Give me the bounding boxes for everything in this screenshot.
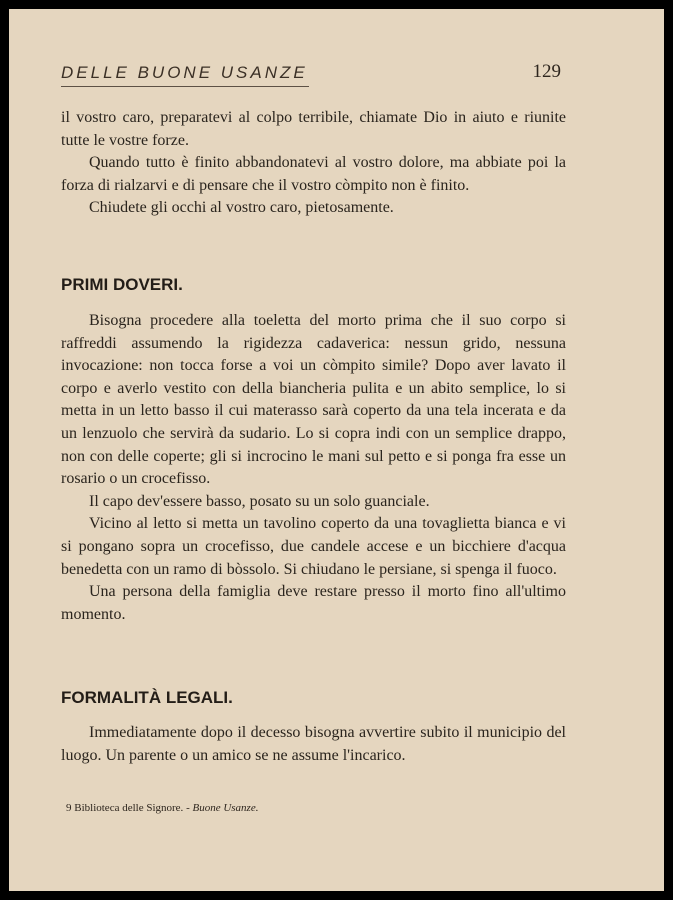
section-heading-formalita-legali: FORMALITÀ LEGALI.: [61, 688, 233, 707]
paragraph: Chiudete gli occhi al vostro caro, pietosamente.: [89, 199, 394, 217]
paragraph: il vostro caro, preparatevi al colpo terribile, chiamate Dio in aiuto e riunite tutte le vostre forze.: [61, 109, 566, 149]
paragraph: Bisogna procedere alla toeletta del morto prima che il suo corpo si raffreddi assumendo la rigidezza cadaverica: nessun grido, nessuna invocazione: non tocca forse a voi un còmpito simile? Dopo aver lavato il corpo e averlo vestito con della biancheria pulita e un abito semplice, lo si metta in un letto basso il cui materasso sarà coperto da una tela incerata e da un lenzuolo che servirà da sudario. Lo si copra indi con un semplice drappo, non con delle coperte; gli si incrocino le mani sul petto e si ponga fra esse un rosario o un crocefisso.: [61, 312, 566, 488]
footer-book-title: Buone Usanze.: [192, 802, 259, 814]
signature-footer: [66, 802, 258, 814]
paragraph: Immediatamente dopo il decesso bisogna avvertire subito il municipio del luogo. Un parente o un amico se ne assume l'incarico.: [61, 724, 566, 764]
intro-text-block: [61, 107, 566, 220]
running-title: DELLE BUONE USANZE: [61, 63, 308, 82]
book-page: [9, 9, 664, 891]
section-heading-primi-doveri: PRIMI DOVERI.: [61, 275, 183, 294]
page-number: 129: [532, 61, 561, 82]
primi-doveri-text-block: [61, 310, 566, 626]
paragraph: Quando tutto è finito abbandonatevi al vostro dolore, ma abbiate poi la forza di rialzarvi e di pensare che il vostro còmpito non è finito.: [61, 154, 566, 194]
paragraph: Il capo dev'essere basso, posato su un solo guanciale.: [89, 492, 430, 510]
header-rule: [61, 86, 309, 87]
signature-mark: 9 Biblioteca delle Signore.: [66, 802, 184, 814]
page-header: [61, 61, 561, 91]
paragraph: Una persona della famiglia deve restare presso il morto fino all'ultimo momento.: [61, 583, 566, 623]
formalita-text-block: [61, 722, 566, 767]
paragraph: Vicino al letto si metta un tavolino coperto da una tovaglietta bianca e vi si pongano sopra un crocefisso, due candele accese e un bicchiere d'acqua benedetta con un ramo di bòssolo. Si chiudano le persiane, si spenga il fuoco.: [61, 515, 566, 578]
footer-separator: -: [186, 802, 190, 814]
